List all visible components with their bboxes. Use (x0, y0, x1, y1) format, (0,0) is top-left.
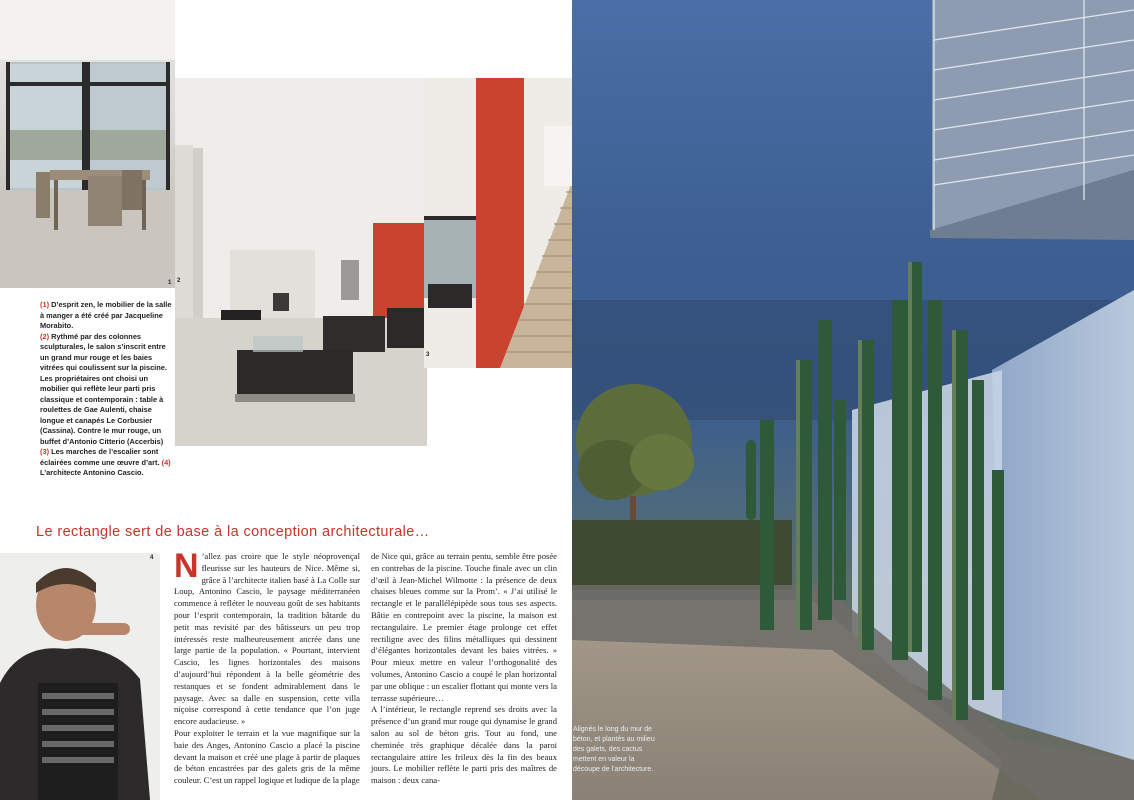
photo-number-3: 3 (426, 352, 430, 358)
caption-number-2: (2) (40, 331, 50, 341)
article-paragraph-3: de Nice qui, grâce au terrain pentu, semble être posée en contrebas de la piscine. Touche finale avec un clin d’œil à Jean-Michel Wilmotte : la présence de deux chaises bleues comme sur la Prom’. « J’ai utilisé le rectangle et le parallélépipède sous tous ses aspects. Bâtie en contrepoint avec la piscine, la maison est rectangulaire. Le premier étage prolonge cet effet rectiligne avec des filins métalliques qui dessinent d’élégantes horizontales devant les baies vitrées. » Pour mieux mettre en valeur l’orthogonalité des volumes, Antonino Cascio a coupé le plan horizontal par une oblique : un escalier flottant qui monte vers la terrasse supérieure… (371, 551, 557, 703)
living-room-photo (175, 78, 430, 446)
caption-text-2: Rythmé par des colonnes sculpturales, le salon s’inscrit entre un grand mur rouge et les baies vitrées qui coulissent sur la piscine. Les propriétaires ont choisi un mobilier qui reflète leur parti pris classique et contemporain : table à roulettes de Gae Aulenti, chaise longue et canapés Le Corbusier (Cassina). Contre le mur rouge, un buffet d’Antonio Citterio (Accerbis) (40, 331, 167, 446)
cactus-garden-photo (572, 0, 1134, 800)
photo-top-strip (175, 0, 572, 78)
photo-number-2: 2 (177, 278, 181, 284)
article-column-1 (174, 547, 360, 787)
caption-text-3: Les marches de l’escalier sont éclairées comme une œuvre d’art. (40, 447, 160, 467)
caption-text-1: D’esprit zen, le mobilier de la salle à manger a été créé par Jacqueline Morabito. (40, 300, 172, 330)
caption-number-4: (4) (161, 457, 171, 467)
dining-room-photo (0, 0, 175, 288)
right-photo-caption: Alignés le long du mur de béton, et plantés au milieu des galets, des cactus mettent en valeur la découpe de l’architecture. (573, 726, 655, 773)
article-paragraph-4: A l’intérieur, le rectangle reprend ses droits avec la présence d’un grand mur rouge qui dynamise le grand salon au sol de béton gris. Tout au fond, une cheminée très graphique décalée dans la paroi rectangulaire attire les frileux dès la fin des beaux jours. Le mobilier reflète le parti pris des maîtres de maison : deux cana- (371, 704, 557, 786)
photo-caption (40, 300, 172, 479)
drop-cap: N (174, 547, 199, 585)
caption-number-3: (3) (40, 447, 50, 456)
photo-number-4: 4 (150, 555, 154, 561)
photo-number-1: 1 (168, 280, 172, 286)
article-paragraph-1: ’allez pas croire que le style néoprovençal fleurisse sur les hauteurs de Nice. Même si, grâce à l’architecte italien basé à La Colle sur Loup, Antonino Cascio, le paysage méditerranéen commence à refléter le nouveau goût de ses habitants pour l’esprit contemporain, la tradition bâtarde du petit mas revisité par des bâtisseurs un peu trop intéressés reste malheureusement ancrée dans une large partie de la population. « Pourtant, intervient Cascio, les lignes horizontales des maisons d’aujourd’hui répondent à la belle géométrie des restanques et se fondent admirablement dans le paysage. Avec sa dalle en suspension, cette villa niçoise correspond à cette tendance que l’on juge encore audacieuse. » (174, 551, 360, 727)
article-headline: Le rectangle sert de base à la conception architecturale… (36, 524, 430, 540)
caption-number-1: (1) (40, 300, 50, 309)
architect-portrait-photo (0, 553, 160, 800)
caption-text-4: L’architecte Antonino Cascio. (40, 468, 144, 477)
staircase-photo (424, 78, 572, 368)
article-column-2 (371, 551, 557, 787)
article-paragraph-2: Pour exploiter le terrain et la vue magnifique sur la baie des Anges, Antonino Cascio a placé la piscine devant la maison et créé une plage à partir de plaques de béton encastrées par des galets gris de la même couleur. C’est un rappel logique et ludique de la plage (174, 727, 360, 786)
